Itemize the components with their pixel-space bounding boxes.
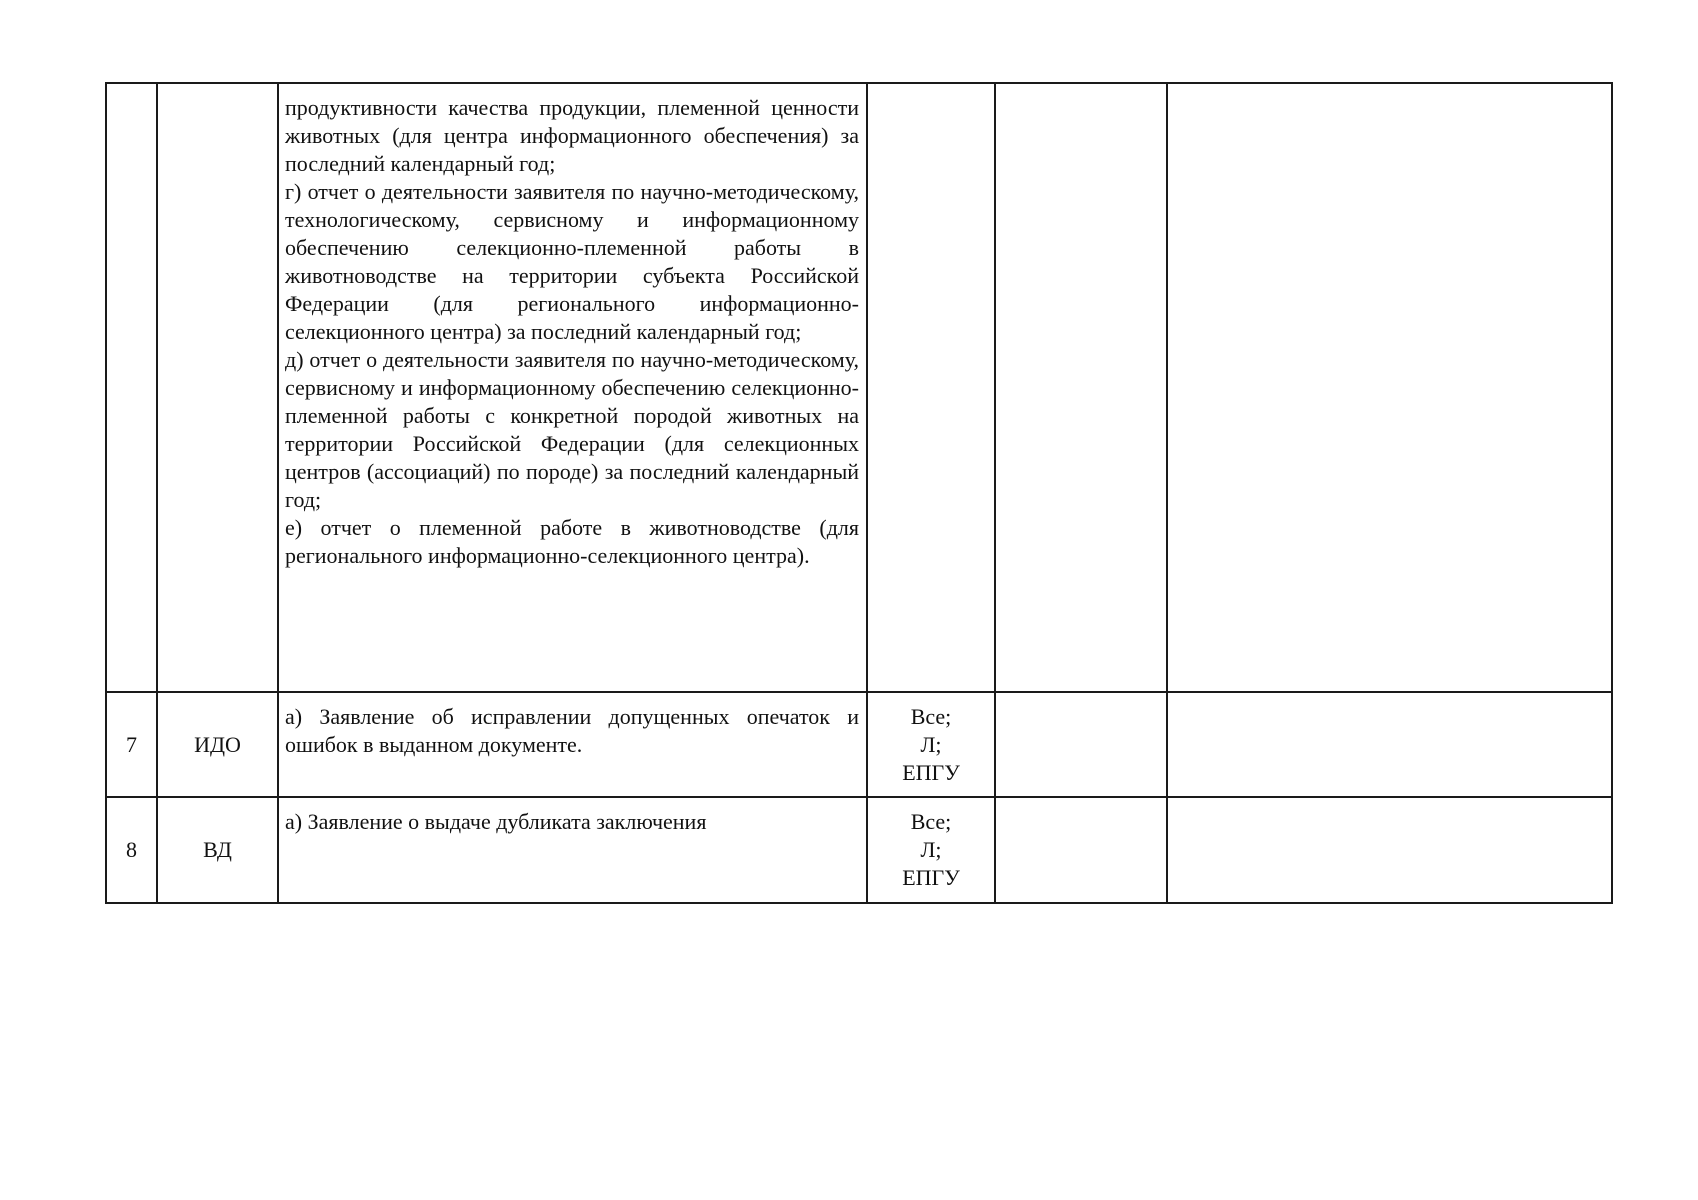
table-row-continuation (106, 83, 1612, 692)
empty-cell (1167, 797, 1612, 903)
table-row (106, 692, 1612, 797)
document-item: е) отчет о племенной работе в животноводстве (для регионального информационно-селекционного центра). (285, 515, 859, 568)
channel-epgu: ЕПГУ (902, 865, 960, 890)
document-item: а) Заявление об исправлении допущенных опечаток и ошибок в выданном документе. (285, 704, 859, 757)
documents-cell (278, 692, 867, 797)
document-item: г) отчет о деятельности заявителя по научно-методическому, технологическому, сервисному и информационному обеспечению селекционно-племенной работы в животноводстве на территории субъекта Российской Федерации (для регионального информационно-селекционного центра) за последний календарный год; (285, 179, 859, 344)
channel-personal: Л; (920, 837, 942, 862)
row-number-cell: 7 (106, 692, 157, 797)
service-code-cell: ИДО (157, 692, 278, 797)
submission-channels-cell (867, 797, 995, 903)
document-item: а) Заявление о выдаче дубликата заключения (285, 809, 707, 834)
row-number-cell (106, 83, 157, 692)
submission-channels-cell (867, 692, 995, 797)
empty-cell (995, 83, 1167, 692)
table-row (106, 797, 1612, 903)
service-code-cell: ВД (157, 797, 278, 903)
documents-cell (278, 83, 867, 692)
document-item: д) отчет о деятельности заявителя по научно-методическому, сервисному и информационному обеспечению селекционно-племенной работы с конкретной породой животных на территории Российской Федерации (для селекционных центров (ассоциаций) по породе) за последний календарный год; (285, 347, 859, 512)
submission-channels-cell (867, 83, 995, 692)
channel-all: Все; (910, 809, 952, 834)
service-code-cell (157, 83, 278, 692)
documents-table (105, 82, 1613, 904)
empty-cell (995, 692, 1167, 797)
empty-cell (995, 797, 1167, 903)
channel-epgu: ЕПГУ (902, 760, 960, 785)
channel-all: Все; (910, 704, 952, 729)
row-number-cell: 8 (106, 797, 157, 903)
channel-personal: Л; (920, 732, 942, 757)
empty-cell (1167, 83, 1612, 692)
documents-cell (278, 797, 867, 903)
empty-cell (1167, 692, 1612, 797)
document-item: продуктивности качества продукции, племенной ценности животных (для центра информационного обеспечения) за последний календарный год; (285, 95, 859, 176)
